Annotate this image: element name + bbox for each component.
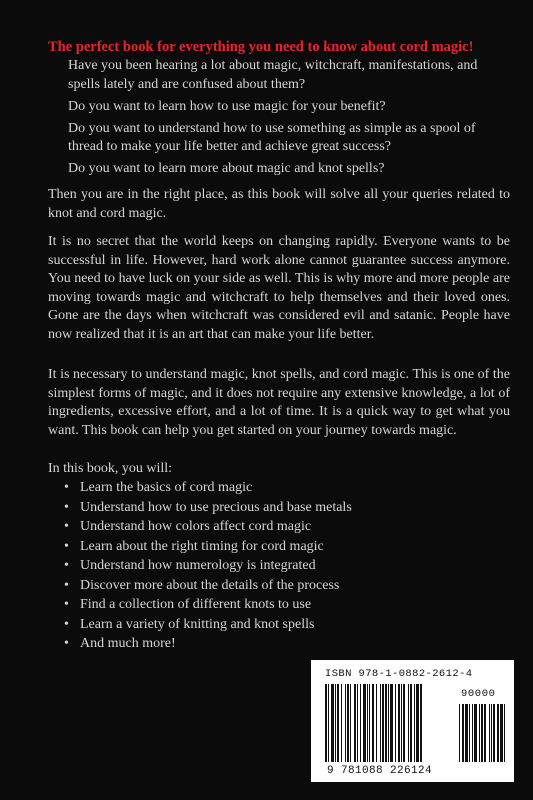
barcode-bar [382,684,384,762]
barcode-bar [479,704,480,762]
list-item [64,517,364,537]
bullet-icon: • [64,636,69,651]
isbn-label: ISBN 978-1-0882-2612-4 [325,668,473,680]
barcode-bar [372,684,374,762]
question-item: Do you want to learn how to use magic for your benefit? [68,98,386,114]
barcode-bar [369,684,370,762]
paragraph: It is necessary to understand magic, knot spells, and cord magic. This is one of the simplest forms of magic, and it does not require any extensive knowledge, a lot of ingredients, excessive effort, and a lot of time. It is a quick way to get what you want. This book can help you get started on your journey towards magic. [48,367,510,438]
list-item [64,576,364,596]
bullet-icon: • [64,616,69,632]
barcode-bar [328,684,329,762]
list-item-text: Find a collection of different knots to use [80,597,312,612]
barcode-bar [385,684,387,762]
barcode-bar [341,684,342,762]
barcode-bar [360,684,361,762]
barcode-bar [489,704,490,762]
barcode-bar [481,704,483,762]
list-item-text: Discover more about the details of the process [80,577,340,593]
barcode-bar [403,684,405,762]
barcode-bar [388,684,389,762]
barcode-bar [493,704,495,762]
bullet-icon: • [64,519,69,534]
paragraph: It is no secret that the world keeps on changing rapidly. Everyone wants to be successful in life. However, hard work alone cannot guarantee success anymore. You need to have luck on your side as well. This is why more and more people are moving towards magic and witchcraft to help themselves and their loved ones. Gone are the days when witchcraft was considered evil and satanic. People have now realized that it is an art that can make your life better. [48,234,510,342]
list-item [64,498,364,518]
list-item [64,634,364,654]
list-item-text: Understand how colors affect cord magic [80,519,312,534]
bullet-icon: • [64,558,69,573]
ean-digits: 9 781088 226124 [327,765,433,777]
barcode-icon [311,660,514,782]
barcode-bar [465,704,468,762]
barcode-bar [390,684,393,762]
barcode-bar [380,684,381,762]
barcode-bar [504,704,505,762]
list-item [64,556,364,576]
barcode-bar [350,684,351,762]
barcode-bar [376,684,377,762]
barcode-bar [395,684,396,762]
headline: The perfect book for everything you need to know about cord magic! [48,39,474,55]
question-list [68,57,498,182]
barcode-bar [335,684,336,762]
barcode-bar [398,684,400,762]
list-item [64,478,364,498]
barcode-bar [472,704,473,762]
barcode-bar [416,684,419,762]
bullet-icon: • [64,597,69,612]
barcode-bar [459,704,460,762]
list-item-text: Learn about the right timing for cord magic [80,538,324,554]
barcode-bar [484,704,486,762]
list-item-text: And much more! [80,636,176,651]
barcode-bar [462,704,464,762]
barcode-area [311,660,514,782]
question-item: Do you want to understand how to use something as simple as a spool of thread to make your life better and achieve great success? [68,120,476,154]
list-item-text: Understand how numerology is integrated [80,558,316,573]
barcode-bar [410,684,412,762]
list-item-text: Understand how to use precious and base metals [80,499,352,515]
question-item: Do you want to learn more about magic and knot spells? [68,161,385,176]
list-item [64,537,364,557]
barcode-bar [337,684,339,762]
paragraph: Then you are in the right place, as this book will solve all your queries related to knot and cord magic. [48,187,510,221]
barcode-bar [363,684,366,762]
barcode-bar [408,684,409,762]
feature-list [64,478,364,654]
barcode-bar [325,684,327,762]
barcode-bar [357,684,358,762]
barcode-bar [354,684,356,762]
list-item-text: Learn the basics of cord magic [80,480,253,495]
barcode-bar [345,684,346,762]
barcode-bar [497,704,499,762]
bullet-icon: • [64,538,69,554]
barcode-bar [474,704,477,762]
barcode-bar [491,704,492,762]
barcode-bar [414,684,415,762]
list-intro: In this book, you will: [48,461,173,476]
price-code: 90000 [461,688,496,700]
question-item: Have you been hearing a lot about magic, witchcraft, manifestations, and spells lately and are confused about them? [68,58,478,92]
barcode-bar [420,684,422,762]
barcode-bar [500,704,503,762]
list-item [64,615,364,635]
barcode-bar [401,684,402,762]
bullet-icon: • [64,499,69,515]
barcode-bar [347,684,349,762]
barcode-bar [367,684,368,762]
barcode-bar [469,704,470,762]
barcode-bar [331,684,334,762]
list-item-text: Learn a variety of knitting and knot spells [80,616,315,632]
list-item [64,595,364,615]
bullet-icon: • [64,480,69,495]
bullet-icon: • [64,577,69,593]
